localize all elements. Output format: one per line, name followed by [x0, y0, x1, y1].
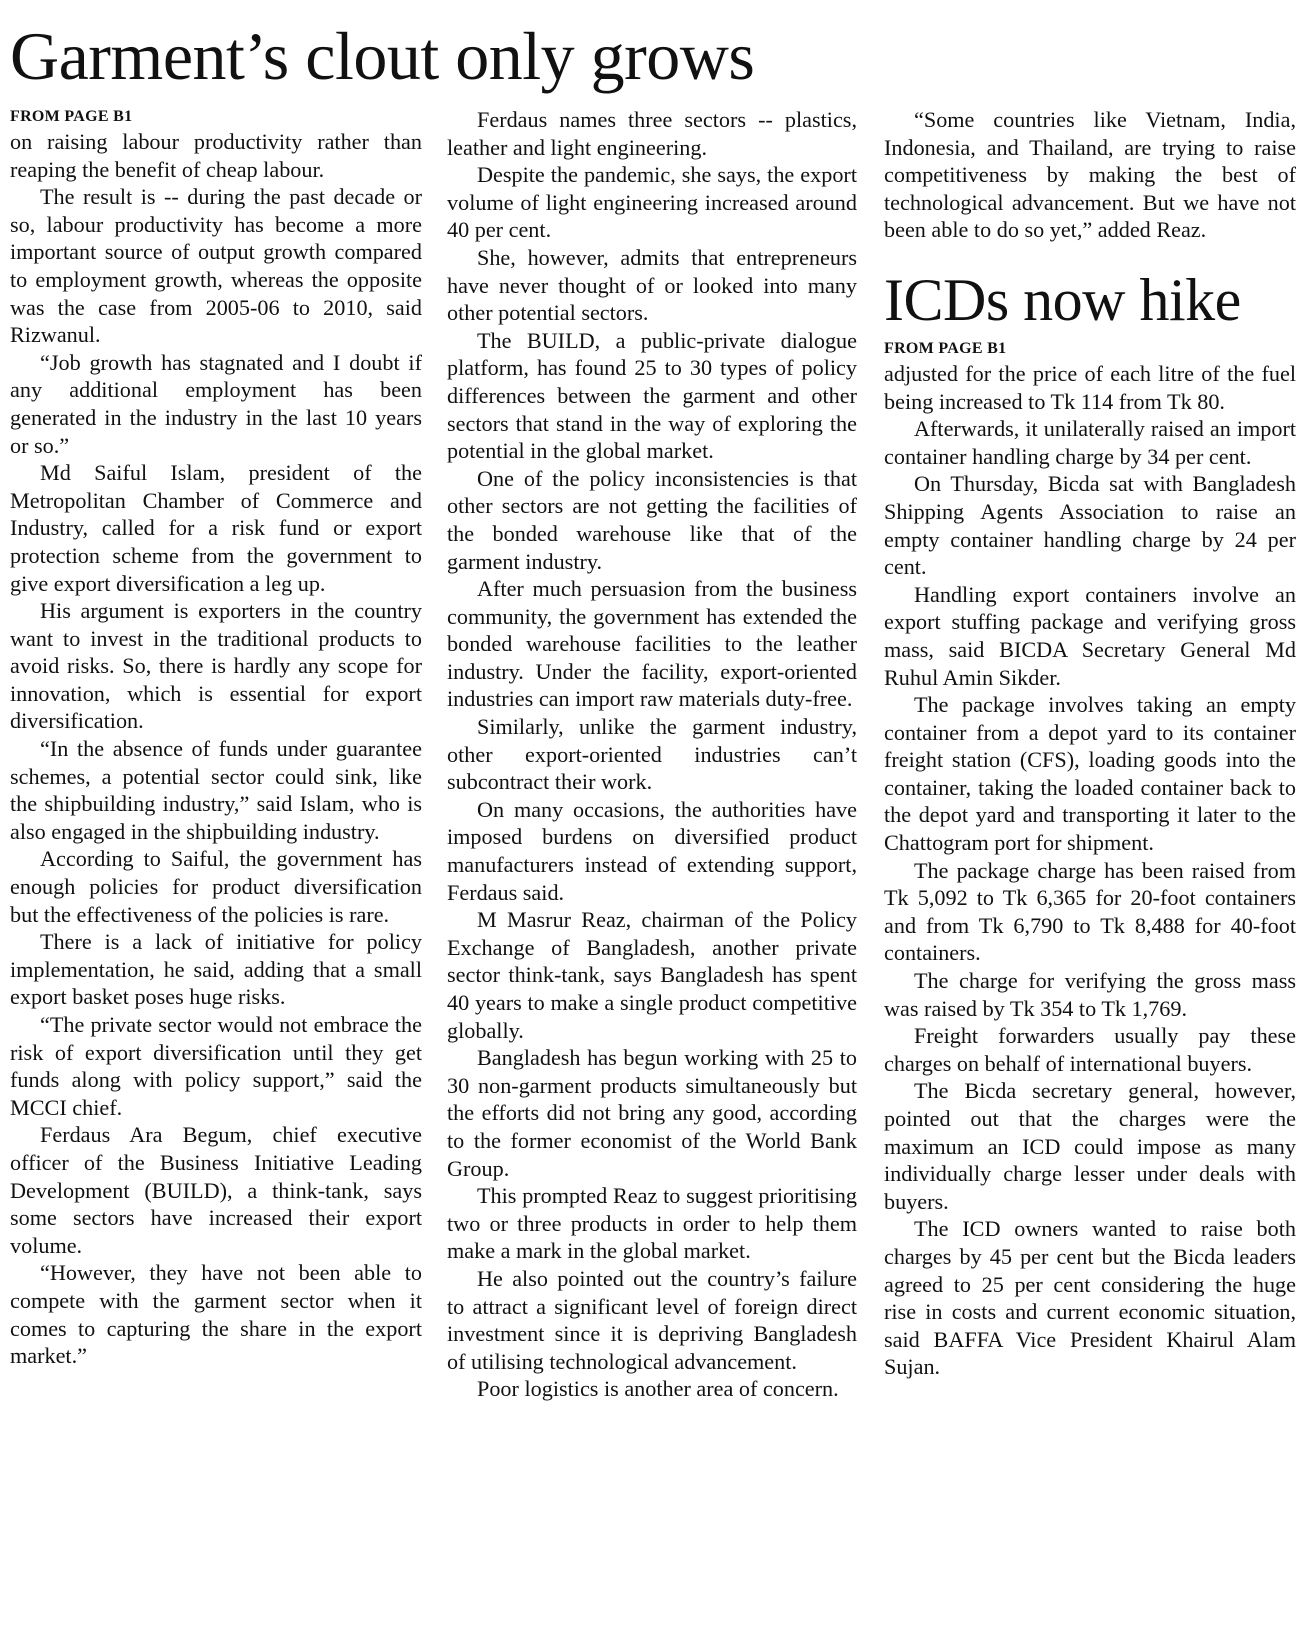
article-paragraph: According to Saiful, the government has enough policies for product diversification but the effectiveness of the policies is rare. [10, 846, 422, 927]
article-headline: Garment’s clout only grows [10, 18, 755, 94]
article-paragraph: The ICD owners wanted to raise both charges by 45 per cent but the Bicda leaders agreed to 25 per cent considering the huge rise in costs and current economic situation, said BAFFA Vice President Khairul Alam Sujan. [884, 1216, 1296, 1380]
column-2 [447, 106, 857, 1403]
article-paragraph: Handling export containers involve an export stuffing package and verifying gross mass, said BICDA Secretary General Md Ruhul Amin Sikder. [884, 581, 1296, 690]
article-paragraph: He also pointed out the country’s failure to attract a significant level of foreign direct investment since it is depriving Bangladesh of utilising technological advancement. [447, 1265, 857, 1374]
article-paragraph: Freight forwarders usually pay these charges on behalf of international buyers. [884, 1023, 1296, 1076]
column-1 [10, 106, 422, 1370]
column-3 [884, 106, 1296, 1381]
article-paragraph: On Thursday, Bicda sat with Bangladesh Shipping Agents Association to raise an empty container handling charge by 24 per cent. [884, 471, 1296, 580]
article-paragraph: M Masrur Reaz, chairman of the Policy Exchange of Bangladesh, another private sector think-tank, says Bangladesh has spent 40 years to make a single product competitive globally. [447, 907, 857, 1043]
article-paragraph: Bangladesh has begun working with 25 to 30 non-garment products simultaneously but the efforts did not bring any good, according to the former economist of the World Bank Group. [447, 1045, 857, 1181]
article-paragraph: “In the absence of funds under guarantee schemes, a potential sector could sink, like the shipbuilding industry,” said Islam, who is also engaged in the shipbuilding industry. [10, 736, 422, 844]
article-paragraph: “Job growth has stagnated and I doubt if any additional employment has been generated in the industry in the last 10 years or so.” [10, 349, 422, 458]
article-paragraph: There is a lack of initiative for policy implementation, he said, adding that a small export basket poses huge risks. [10, 929, 422, 1010]
article-paragraph: Similarly, unlike the garment industry, other export-oriented industries can’t subcontract their work. [447, 714, 857, 795]
article-paragraph: adjusted for the price of each litre of the fuel being increased to Tk 114 from Tk 80. [884, 360, 1296, 414]
article-paragraph: The result is -- during the past decade or so, labour productivity has become a more important source of output growth compared to employment growth, whereas the opposite was the case from 2005-06 to 2010, said Rizwanul. [10, 184, 422, 348]
article-paragraph: The package charge has been raised from Tk 5,092 to Tk 6,365 for 20-foot containers and from Tk 6,790 to Tk 8,488 for 40-foot containers. [884, 857, 1296, 966]
article-paragraph: One of the policy inconsistencies is that other sectors are not getting the facilities of the bonded warehouse like that of the garment industry. [447, 465, 857, 574]
article-paragraph: The BUILD, a public-private dialogue platform, has found 25 to 30 types of policy differences between the garment and other sectors that stand in the way of exploring the potential in the global market. [447, 327, 857, 464]
article-paragraph: Ferdaus names three sectors -- plastics, leather and light engineering. [447, 107, 857, 160]
article-paragraph: His argument is exporters in the country want to invest in the traditional products to avoid risks. So, there is hardly any scope for innovation, which is essential for export diversification. [10, 598, 422, 734]
article-paragraph: On many occasions, the authorities have imposed burdens on diversified product manufacturers instead of extending support, Ferdaus said. [447, 796, 857, 905]
article-paragraph: “Some countries like Vietnam, India, Indonesia, and Thailand, are trying to raise competitiveness by making the best of technological advancement. But we have not been able to do so yet,” added Reaz. [884, 107, 1296, 243]
article-paragraph: This prompted Reaz to suggest prioritising two or three products in order to help them make a mark in the global market. [447, 1183, 857, 1264]
article-paragraph: The Bicda secretary general, however, pointed out that the charges were the maximum an ICD could impose as many individually charge lesser under deals with buyers. [884, 1078, 1296, 1214]
second-article-kicker: FROM PAGE B1 [884, 339, 1007, 357]
article-paragraph: Ferdaus Ara Begum, chief executive officer of the Business Initiative Leading Development (BUILD), a think-tank, says some sectors have increased their export volume. [10, 1122, 422, 1258]
article-paragraph: The charge for verifying the gross mass was raised by Tk 354 to Tk 1,769. [884, 968, 1296, 1021]
article-paragraph: Poor logistics is another area of concern. [477, 1376, 839, 1402]
article-paragraph: Md Saiful Islam, president of the Metropolitan Chamber of Commerce and Industry, called for a risk fund or export protection scheme from the government to give export diversification a leg up. [10, 460, 422, 596]
article-kicker: FROM PAGE B1 [10, 108, 133, 125]
article-paragraph: Afterwards, it unilaterally raised an import container handling charge by 34 per cent. [884, 416, 1296, 469]
article-paragraph: “However, they have not been able to compete with the garment sector when it comes to capturing the share in the export market.” [10, 1260, 422, 1369]
second-article-headline: ICDs now hike [884, 266, 1241, 333]
article-paragraph: on raising labour productivity rather than reaping the benefit of cheap labour. [10, 129, 422, 182]
article-paragraph: She, however, admits that entrepreneurs have never thought of or looked into many other potential sectors. [447, 244, 857, 326]
article-paragraph: “The private sector would not embrace the risk of export diversification until they get funds along with policy support,” said the MCCI chief. [10, 1012, 422, 1120]
article-paragraph: Despite the pandemic, she says, the export volume of light engineering increased around 40 per cent. [447, 162, 857, 243]
article-paragraph: The package involves taking an empty container from a depot yard to its container freight station (CFS), loading goods into the container, taking the loaded container back to the depot yard and transporting it later to the Chattogram port for shipment. [884, 692, 1296, 856]
article-paragraph: After much persuasion from the business community, the government has extended the bonded warehouse facilities to the leather industry. Under the facility, export-oriented industries can import raw materials duty-free. [447, 576, 857, 712]
